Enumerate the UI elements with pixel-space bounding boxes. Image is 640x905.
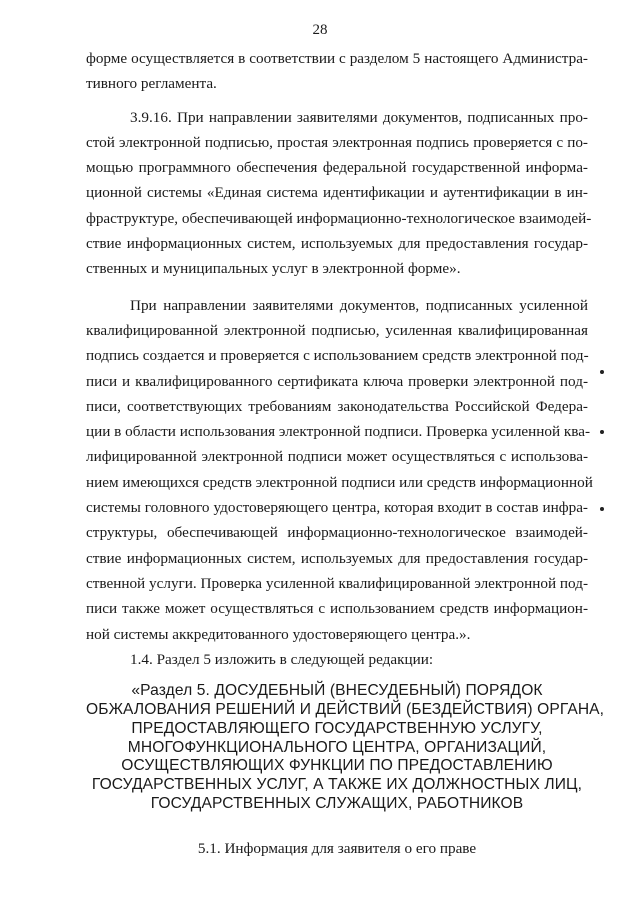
paragraph-qualified-signature [86, 293, 593, 647]
text-line: ной системы аккредитованного удостоверяющего центра.». [86, 625, 471, 643]
page-number: 28 [312, 22, 328, 38]
title-line: МНОГОФУНКЦИОНАЛЬНОГО ЦЕНТРА, ОРГАНИЗАЦИЙ, [127, 738, 547, 756]
text-line: 3.9.16. При направлении заявителями документов, подписанных про- [130, 108, 588, 126]
title-line: ОБЖАЛОВАНИЯ РЕШЕНИЙ И ДЕЙСТВИЙ (БЕЗДЕЙСТВИЯ) ОРГАНА, [86, 700, 605, 718]
paragraph-1-4: 1.4. Раздел 5 изложить в следующей редакции: [130, 650, 434, 668]
text-line: При направлении заявителями документов, подписанных усиленной [130, 296, 588, 314]
title-line: «Раздел 5. ДОСУДЕБНЫЙ (ВНЕСУДЕБНЫЙ) ПОРЯДОК [131, 682, 543, 700]
paragraph-3-9-16 [86, 105, 592, 282]
text-line: писи и квалифицированного сертификата ключа проверки электронной под- [86, 372, 588, 390]
text-line: лифицированной электронной подписи может осуществляться с использова- [86, 448, 588, 466]
text-line: стой электронной подписью, простая электронная подпись проверяется с по- [86, 133, 588, 151]
text-line: квалифицированной электронной подписью, усиленная квалифицированная [86, 321, 588, 339]
text-line: ственной услуги. Проверка усиленной квалифицированной электронной под- [86, 574, 588, 592]
text-line: мощью программного обеспечения федеральной государственной информа- [86, 159, 588, 177]
section-5-title [86, 682, 605, 814]
text-line: ции в области использования электронной подписи. Проверка усиленной ква- [86, 423, 591, 441]
title-line: ГОСУДАРСТВЕННЫХ УСЛУГ, А ТАКЖЕ ИХ ДОЛЖНОСТНЫХ ЛИЦ, [91, 776, 583, 794]
title-line: ПРЕДОСТАВЛЯЮЩЕГО ГОСУДАРСТВЕННУЮ УСЛУГУ, [131, 719, 543, 737]
text-line: ционной системы «Единая система идентификации и аутентификации в ин- [86, 184, 588, 202]
scan-speck [600, 507, 604, 511]
subsection-5-1-heading: 5.1. Информация для заявителя о его праве [197, 839, 477, 857]
paragraph-1 [86, 46, 588, 97]
text-line: форме осуществляется в соответствии с разделом 5 настоящего Администра- [86, 50, 588, 67]
text-line: тивного регламента. [86, 75, 217, 93]
text-line: ствие информационных систем, используемых для предоставления государ- [86, 549, 588, 567]
text-line: структуры, обеспечивающей информационно-технологическое взаимодей- [86, 524, 588, 542]
text-line: нием имеющихся средств электронной подписи или средств информационной [86, 473, 593, 491]
title-line: ОСУЩЕСТВЛЯЮЩИХ ФУНКЦИИ ПО ПРЕДОСТАВЛЕНИЮ [121, 757, 553, 775]
scan-speck [600, 430, 604, 434]
text-line: ствие информационных систем, используемых для предоставления государ- [86, 235, 588, 253]
title-line: ГОСУДАРСТВЕННЫХ СЛУЖАЩИХ, РАБОТНИКОВ [150, 794, 524, 812]
document-body [86, 46, 605, 861]
text-line: системы головного удостоверяющего центра, которая входит в состав инфра- [86, 499, 588, 517]
text-line: писи также может осуществляться с использованием средств информацион- [86, 600, 588, 618]
text-line: фраструктуре, обеспечивающей информационно-технологическое взаимодей- [86, 209, 592, 227]
text-line: писи, соответствующих требованиям законодательства Российской Федера- [86, 397, 588, 415]
text-line: ственных и муниципальных услуг в электронной форме». [86, 260, 461, 278]
text-line: подпись создается и проверяется с использованием средств электронной под- [86, 347, 589, 365]
scan-speck [600, 370, 604, 374]
